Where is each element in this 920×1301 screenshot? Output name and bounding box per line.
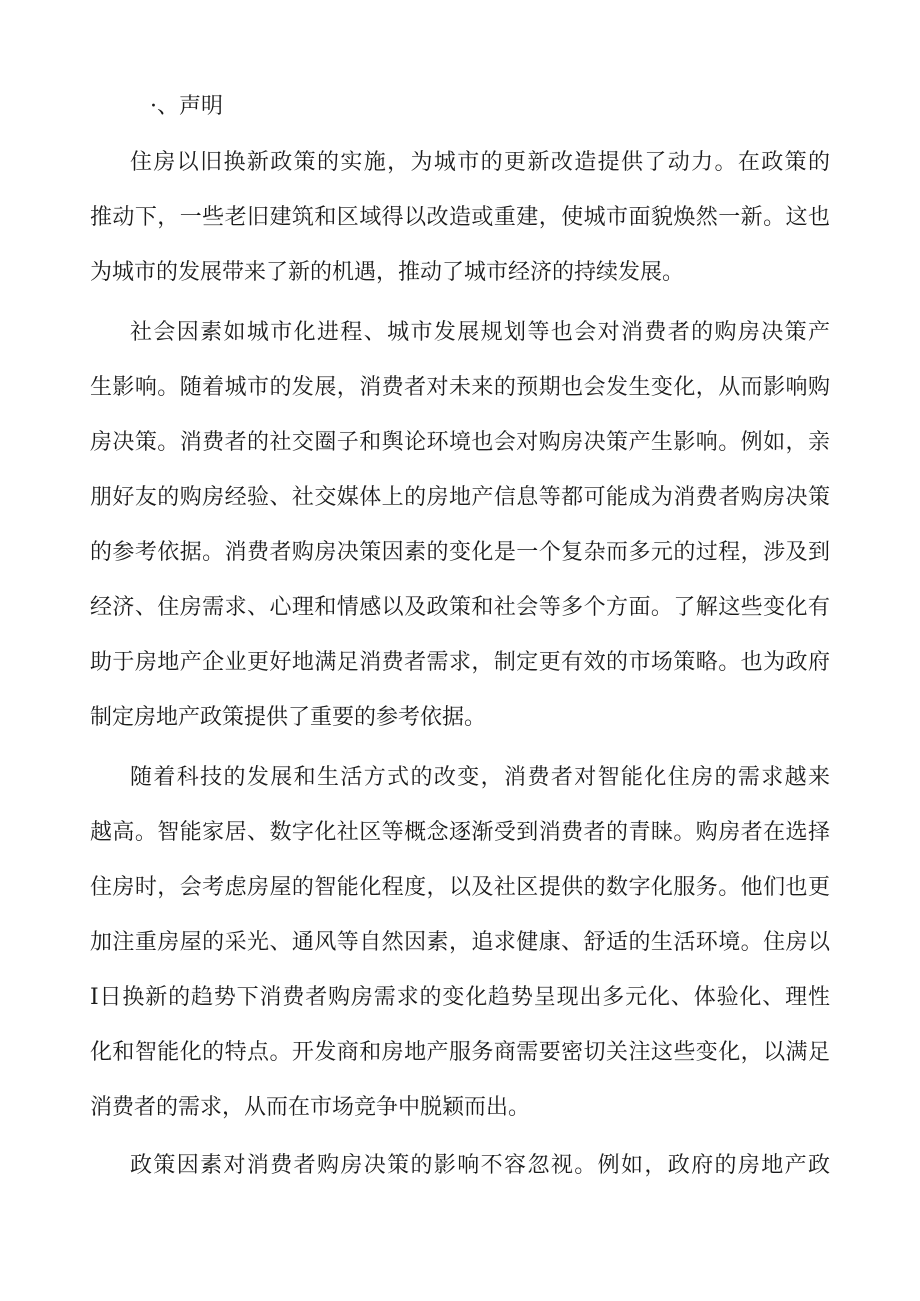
paragraph-3-line-5: I日换新的趋势下消费者购房需求的变化趋势呈现出多元化、体验化、理性 (90, 985, 830, 1010)
paragraph-2-line-3: 房决策。消费者的社交圈子和舆论环境也会对购房决策产生影响。例如，亲 (90, 430, 830, 455)
paragraph-1-line-1: 住房以旧换新政策的实施，为城市的更新改造提供了动力。在政策的 (130, 150, 830, 175)
paragraph-2-line-5: 的参考依据。消费者购房决策因素的变化是一个复杂而多元的过程，涉及到 (90, 540, 830, 565)
paragraph-2-line-8: 制定房地产政策提供了重要的参考依据。 (90, 705, 487, 730)
paragraph-3-line-2: 越高。智能家居、数字化社区等概念逐渐受到消费者的青睐。购房者在选择 (90, 820, 830, 845)
paragraph-3-line-7: 消费者的需求，从而在市场竞争中脱颖而出。 (90, 1095, 531, 1120)
paragraph-3-line-3: 住房时，会考虑房屋的智能化程度，以及社区提供的数字化服务。他们也更 (90, 875, 830, 900)
paragraph-3-line-6: 化和智能化的特点。开发商和房地产服务商需要密切关注这些变化，以满足 (90, 1040, 830, 1065)
paragraph-3-line-1: 随着科技的发展和生活方式的改变，消费者对智能化住房的需求越来 (130, 765, 830, 790)
paragraph-4-line-1: 政策因素对消费者购房决策的影响不容忽视。例如，政府的房地产政 (130, 1153, 830, 1178)
paragraph-2-line-4: 朋好友的购房经验、社交媒体上的房地产信息等都可能成为消费者购房决策 (90, 485, 830, 510)
paragraph-2-line-2: 生影响。随着城市的发展，消费者对未来的预期也会发生变化，从而影响购 (90, 375, 830, 400)
paragraph-3-line-4: 加注重房屋的采光、通风等自然因素，追求健康、舒适的生活环境。住房以 (90, 930, 830, 955)
paragraph-1-line-3: 为城市的发展带来了新的机遇，推动了城市经济的持续发展。 (90, 260, 685, 285)
paragraph-2-line-7: 助于房地产企业更好地满足消费者需求，制定更有效的市场策略。也为政府 (90, 650, 830, 675)
paragraph-2-line-1: 社会因素如城市化进程、城市发展规划等也会对消费者的购房决策产 (130, 320, 830, 345)
paragraph-1-line-2: 推动下，一些老旧建筑和区域得以改造或重建，使城市面貌焕然一新。这也 (90, 205, 830, 230)
section-heading: ·、声明 (150, 94, 223, 119)
paragraph-2-line-6: 经济、住房需求、心理和情感以及政策和社会等多个方面。了解这些变化有 (90, 595, 830, 620)
